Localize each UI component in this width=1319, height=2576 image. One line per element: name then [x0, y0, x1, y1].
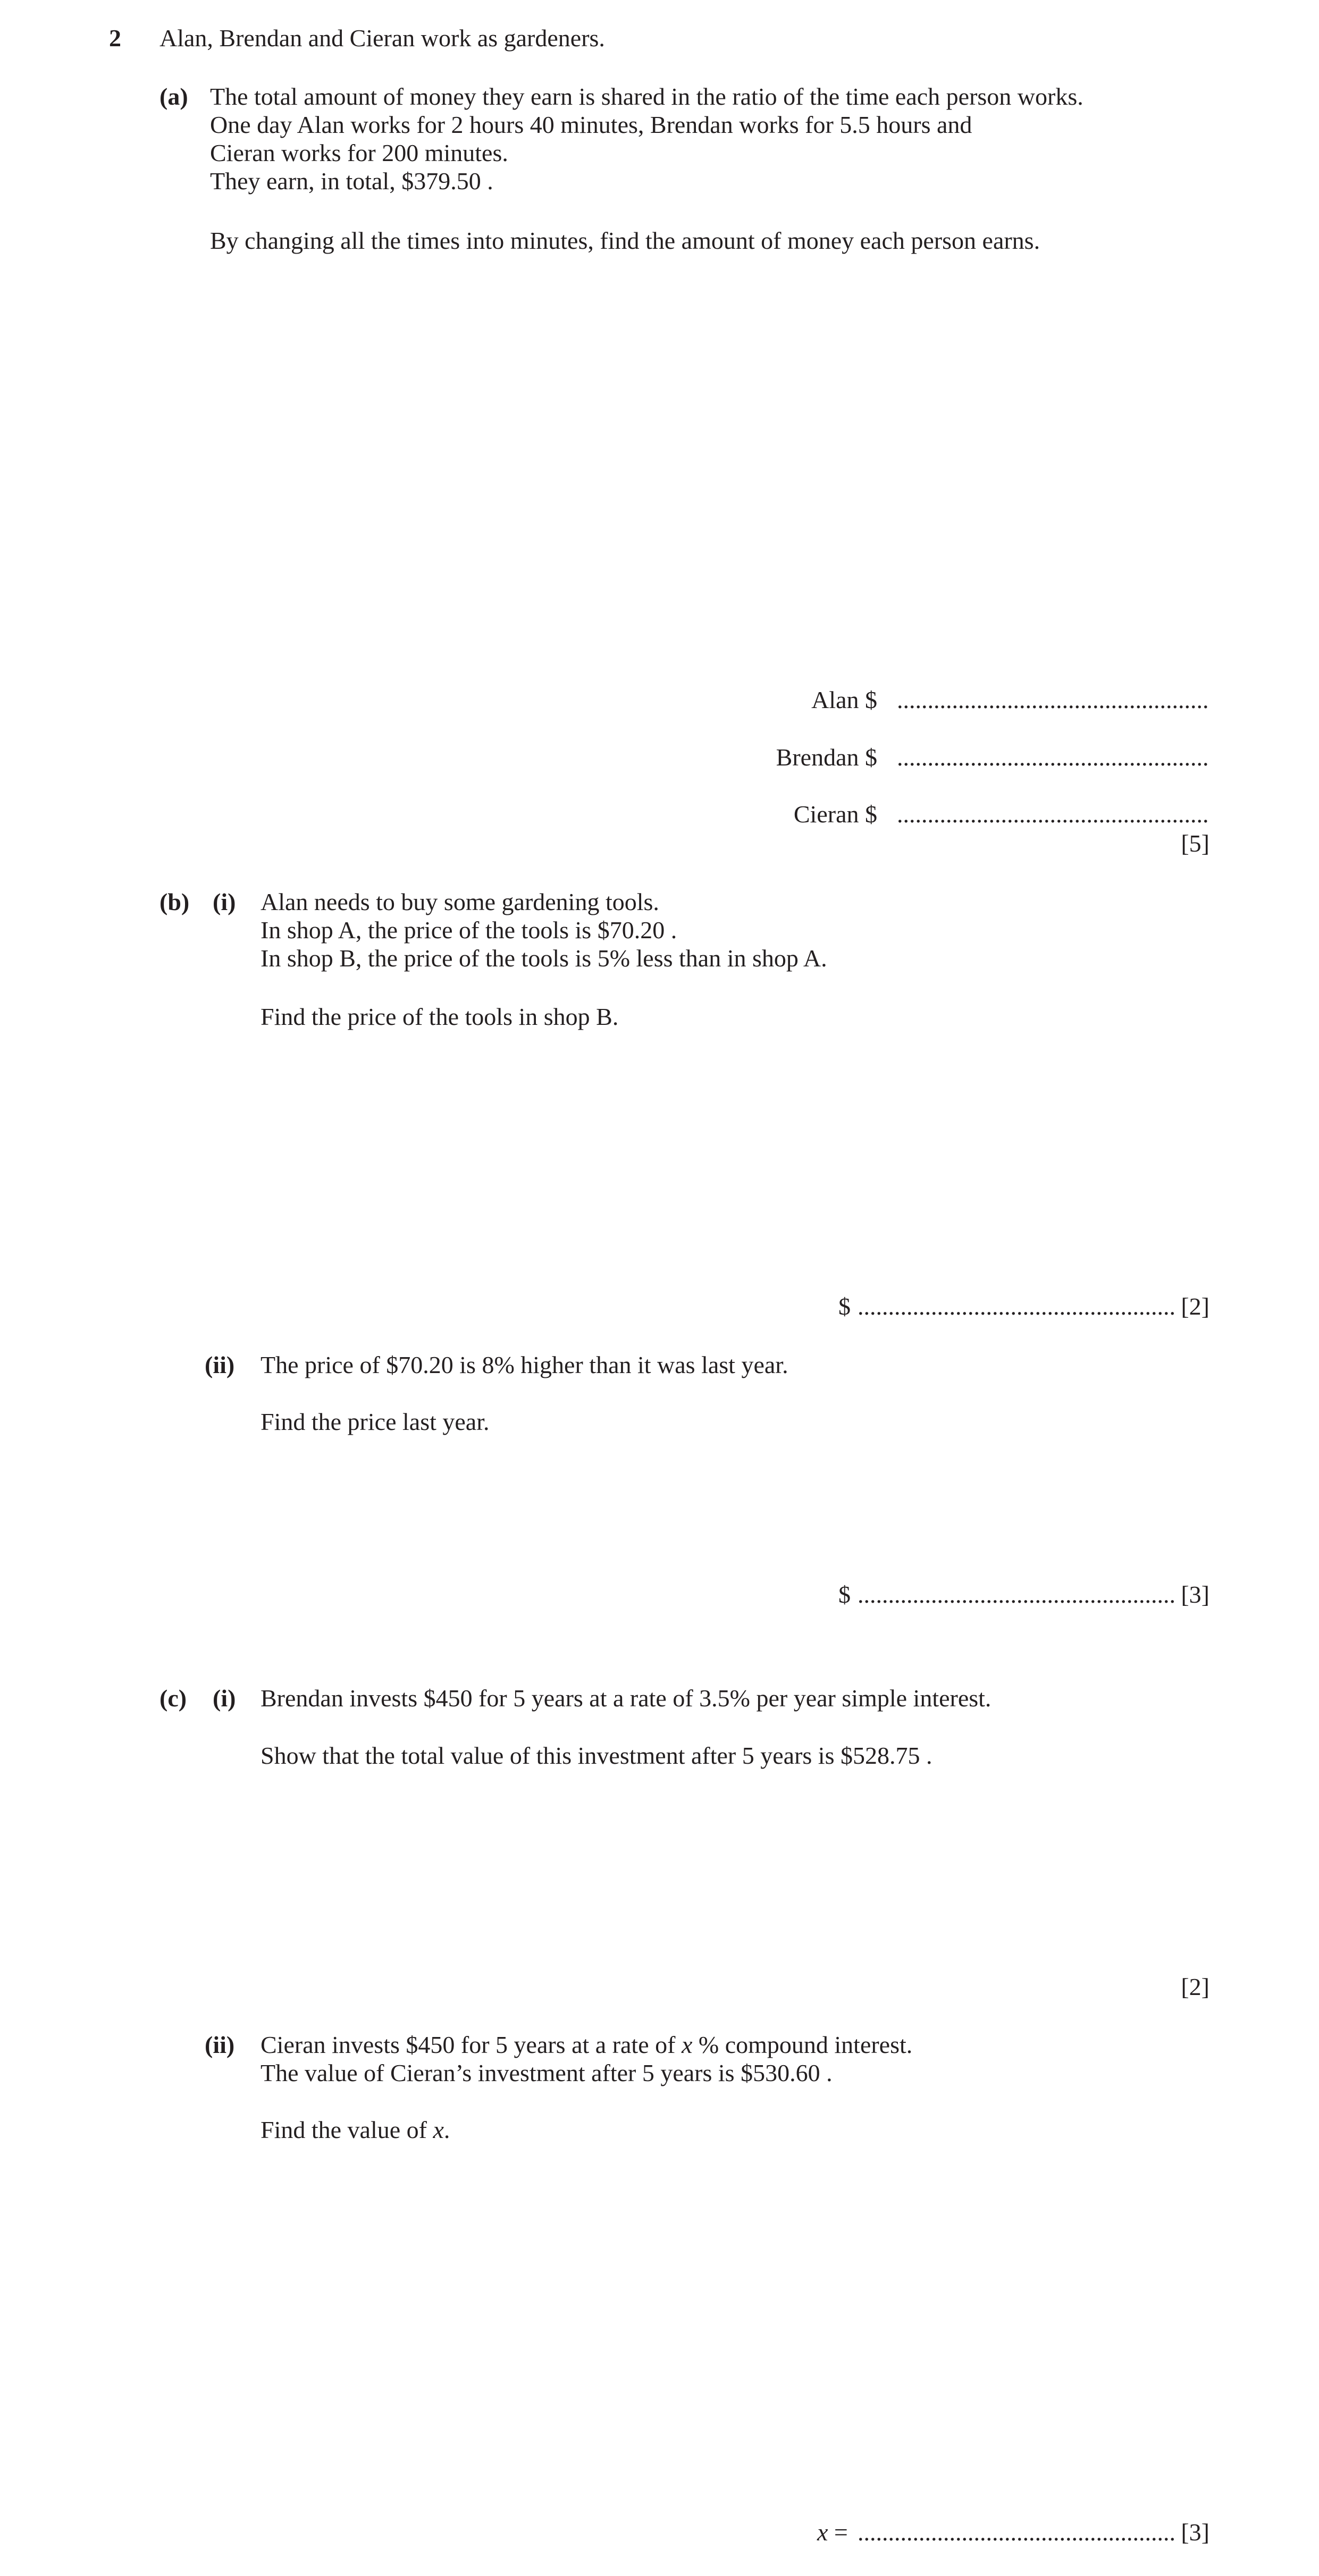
answer-label-alan: Alan $	[811, 686, 877, 713]
part-b-ii-answer-line[interactable]: ....................................................	[858, 1581, 1175, 1608]
part-b-i-marks: [2]	[1181, 1293, 1209, 1320]
part-b-ii-line: The price of $70.20 is 8% higher than it was last year.	[261, 1351, 788, 1378]
part-c-i-label: (i)	[213, 1685, 236, 1712]
part-b-ii-marks: [3]	[1181, 1581, 1209, 1608]
answer-line-alan[interactable]: ...................................................	[897, 686, 1209, 713]
part-a-line-4: They earn, in total, $379.50 .	[210, 167, 493, 195]
part-c-ii-label: (ii)	[205, 2031, 235, 2058]
variable-x: x	[433, 2116, 444, 2143]
part-c-i-line: Brendan invests $450 for 5 years at a rate of 3.5% per year simple interest.	[261, 1685, 992, 1712]
part-b-ii-instruction: Find the price last year.	[261, 1408, 490, 1435]
part-a-line-2: One day Alan works for 2 hours 40 minutes, Brendan works for 5.5 hours and	[210, 111, 972, 138]
part-b-ii-label: (ii)	[205, 1351, 235, 1378]
question-intro: Alan, Brendan and Cieran work as gardeners.	[159, 24, 605, 52]
part-c-ii-answer-prefix	[817, 2518, 848, 2547]
answer-line-cieran[interactable]: ...................................................	[897, 801, 1209, 828]
part-c-i-instruction: Show that the total value of this investment after 5 years is $528.75 .	[261, 1742, 932, 1769]
part-b-i-line-2: In shop A, the price of the tools is $70.20 .	[261, 916, 677, 944]
part-c-ii-line-1-rest: % compound interest.	[692, 2031, 913, 2058]
answer-line-brendan[interactable]: ...................................................	[897, 744, 1209, 771]
part-b-i-line-1: Alan needs to buy some gardening tools.	[261, 888, 659, 915]
equals-sign: =	[828, 2519, 848, 2546]
part-a-marks: [5]	[1181, 830, 1209, 857]
part-c-ii-line-1-text: Cieran invests $450 for 5 years at a rate of	[261, 2031, 682, 2058]
part-c-i-marks: [2]	[1181, 1973, 1209, 2000]
part-c-ii-instruction	[261, 2116, 450, 2144]
part-b-i-answer-prefix: $	[838, 1293, 851, 1320]
part-c-ii-line-1	[261, 2031, 912, 2059]
part-b-i-answer-line[interactable]: ....................................................	[858, 1293, 1175, 1320]
part-b-i-line-3: In shop B, the price of the tools is 5% less than in shop A.	[261, 945, 827, 972]
answer-label-cieran: Cieran $	[793, 801, 877, 828]
answer-label-brendan: Brendan $	[776, 744, 877, 771]
part-c-ii-line-2: The value of Cieran’s investment after 5 years is $530.60 .	[261, 2059, 833, 2086]
part-c-ii-instruction-end: .	[443, 2116, 450, 2143]
part-a-instruction: By changing all the times into minutes, find the amount of money each person earns.	[210, 227, 1040, 254]
part-a-label: (a)	[159, 83, 188, 110]
variable-x: x	[681, 2031, 693, 2058]
question-number: 2	[109, 24, 121, 52]
part-c-ii-marks: [3]	[1181, 2519, 1209, 2546]
part-b-label: (b)	[159, 888, 190, 915]
part-a-line-3: Cieran works for 200 minutes.	[210, 139, 508, 166]
variable-x: x	[817, 2519, 828, 2546]
part-c-label: (c)	[159, 1685, 187, 1712]
part-c-ii-answer-line[interactable]: ....................................................	[858, 2519, 1175, 2546]
part-a-line-1: The total amount of money they earn is shared in the ratio of the time each person works.	[210, 83, 1083, 110]
part-c-ii-instruction-text: Find the value of	[261, 2116, 433, 2143]
part-b-i-instruction: Find the price of the tools in shop B.	[261, 1003, 619, 1030]
part-b-i-label: (i)	[213, 888, 236, 915]
part-b-ii-answer-prefix: $	[838, 1581, 851, 1608]
